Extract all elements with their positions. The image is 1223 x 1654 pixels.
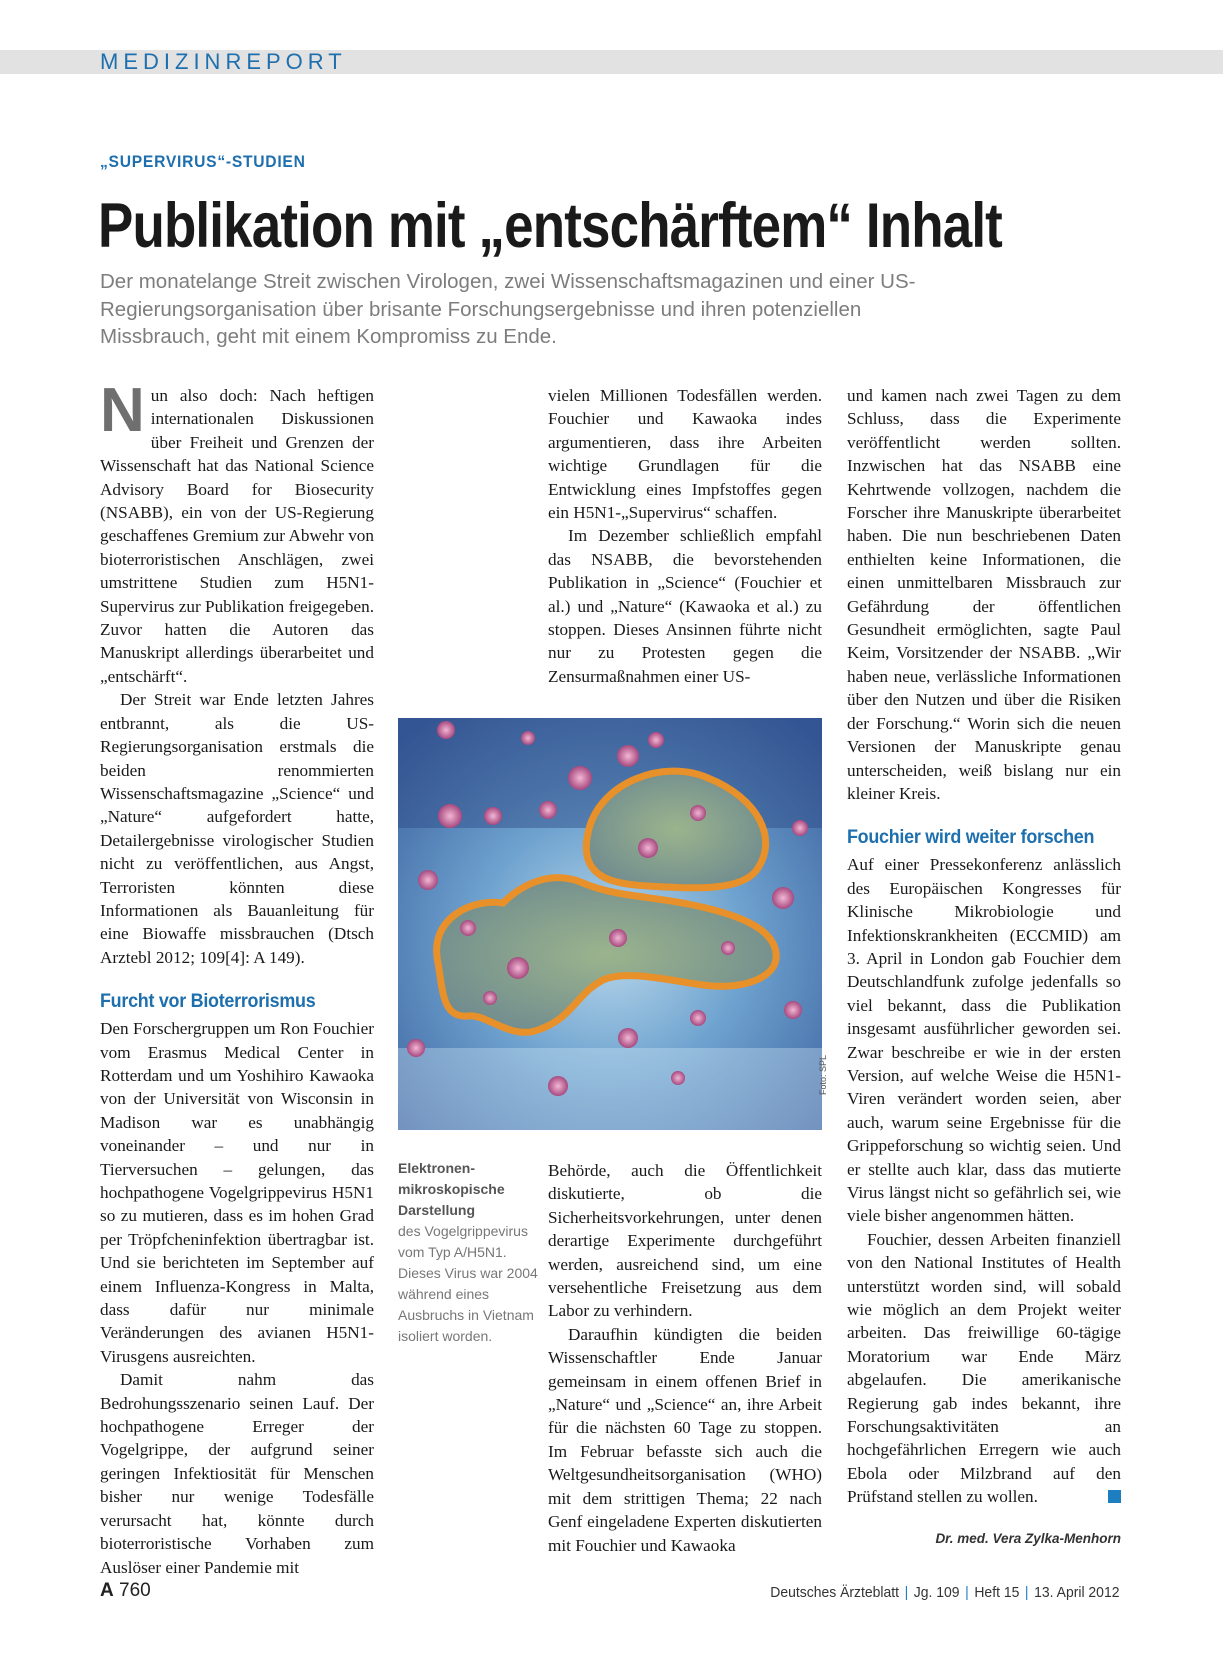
paragraph: Der Streit war Ende letzten Jahres entbrannt, als die US-Regierungsorganisation erstmals die beiden renommierten Wissenschaftsmagazine „Science“ und „Nature“ aufgefordert hatte, Detailergebnisse virologischer Studien nicht zu veröffentlichen, aus Angst, Terroristen könnten diese Informationen als Bauanleitung für eine Biowaffe missbrauchen (Dtsch Arztebl 2012; 109[4]: A 149). (100, 690, 374, 967)
paragraph-text: Fouchier, dessen Arbeiten finanziell von den National Institutes of Health unterstützt worden sind, will sobald wie möglich an dem Projekt weiter arbeiten. Das freiwillige 60-tägige Moratorium war Ende März abgelaufen. Die amerikanische Regierung gab indes bekannt, ihre Forschungsaktivitäten an hochgefährlichen Erregern wie auch Ebola oder Milzbrand auf den Prüfstand stellen zu wollen. (847, 1229, 1121, 1507)
page-number (100, 1580, 151, 1602)
column-3 (847, 384, 1121, 1509)
journal-volume: Jg. 109 (913, 1584, 960, 1601)
footer-separator: | (1024, 1584, 1029, 1601)
author-byline: Dr. med. Vera Zylka-Menhorn (935, 1531, 1121, 1546)
column-2-bottom (548, 1159, 822, 1557)
paragraph: und kamen nach zwei Tagen zu dem Schluss, dass die Experimente veröffentlicht werden sollten. Inzwischen hat das NSABB eine Kehrtwende vollzogen, nachdem die Forscher ihre Manuskripte überarbeitet haben. Die nun beschriebenen Daten enthielten keine Informationen, die einen unmittelbaren Missbrauch zur Gefährdung der öffentlichen Gesundheit ermöglichten, sagte Paul Keim, Vorsitzender der NSABB. „Wir haben neue, verlässliche Informationen über den Nutzen und über die Risiken der Forschung.“ Worin sich die neuen Versionen der Manuskripte genau unterscheiden, weiß bislang nur ein kleiner Kreis. (847, 386, 1121, 803)
kicker: „SUPERVIRUS“-STUDIEN (100, 152, 306, 171)
virus-micrograph-image (398, 718, 822, 1130)
end-square-icon (1108, 1490, 1121, 1503)
paragraph: Auf einer Pressekonferenz anlässlich des Europäischen Kongresses für Klinische Mikrobiologie und Infektionskrankheiten (ECCMID) am 3. April in London gab Fouchier dem Deutschlandfunk zufolge jedenfalls so viel bekannt, dass die Publikation insgesamt ausführlicher geworden sei. Zwar beschreibe er wie in der ersten Version, auf welche Weise die H5N1-Viren verändert worden seien, aber auch, warum seine Ergebnisse für die Grippeforschung so wichtig seien. Und er stellte auch klar, dass das mutierte Virus längst nicht so gefährlich sei, wie viele bisher angenommen hätten. (847, 855, 1121, 1226)
lead-text: Der monatelange Streit zwischen Virologen, zwei Wissenschaftsmagazinen und einer US-Regierungsorganisation über brisante Forschungsergebnisse und ihren potenziellen Missbrauch, geht mit einem Kompromiss zu Ende. (100, 270, 916, 348)
figure-caption (398, 1158, 538, 1347)
column-2-top (548, 384, 822, 688)
caption-text: des Vogelgrippevirus vom Typ A/H5N1. Dieses Virus war 2004 während eines Ausbruchs in Vietnam isoliert worden. (398, 1223, 538, 1344)
footer-separator: | (904, 1584, 908, 1601)
page-prefix: A (100, 1580, 114, 1601)
paragraph: Damit nahm das Bedrohungsszenario seinen Lauf. Der hochpathogene Erreger der Vogelgrippe, der aufgrund seiner geringen Infektiosität für Menschen bisher nur wenige Todesfälle verursacht hat, könnte durch bioterroristische Vorhaben zum Auslöser einer Pandemie mit (100, 1370, 374, 1577)
paragraph (847, 1228, 1121, 1509)
subheading-bioterrorism: Furcht vor Bioterrorismus (100, 990, 316, 1013)
paragraph-text: un also doch: Nach heftigen internationalen Diskussionen über Freiheit und Grenzen der Wissenschaft hat das National Science Advisory Board for Biosecurity (NSABB), ein von der US-Regierung geschaffenes Gremium zur Abwehr von bioterroristischen Anschlägen, zwei umstrittene Studien zum H5N1-Supervirus zur Publikation freigegeben. Zuvor hatten die Autoren das Manuskript allerdings überarbeitet und „entschärft“. (100, 386, 374, 686)
section-label: MEDIZINREPORT (100, 49, 347, 74)
footer-separator: | (964, 1584, 969, 1601)
column-1 (100, 376, 374, 1579)
caption-title: Elektronen- mikroskopische Darstellung (398, 1160, 505, 1218)
journal-footer (770, 1584, 1119, 1601)
paragraph: Den Forschergruppen um Ron Fouchier vom Erasmus Medical Center in Rotterdam und um Yoshihiro Kawaoka von der Universität von Wisconsin in Madison war es unabhängig voneinander – und nur in Tierversuchen – gelungen, das hochpathogene Vogelgrippevirus H5N1 so zu mutieren, dass es im hohen Grad per Tröpfcheninfektion übertragbar ist. Und sie berichteten im September auf einem Influenza-Kongress in Malta, dass dafür nur minimale Veränderungen des avianen H5N1-Virusgens ausreichten. (100, 1019, 374, 1366)
headline: Publikation mit „entschärftem“ Inhalt (98, 191, 1002, 261)
drop-cap: N (100, 376, 145, 445)
journal-date: 13. April 2012 (1033, 1584, 1119, 1601)
paragraph: vielen Millionen Todesfällen werden. Fouchier und Kawaoka indes argumentieren, dass ihre Arbeiten wichtige Grundlagen für die Entwicklung eines Impfstoffes gegen ein H5N1-„Supervirus“ schaffen. (548, 386, 822, 523)
journal-name: Deutsches Ärzteblatt (769, 1584, 899, 1601)
page-number-value: 760 (119, 1580, 151, 1601)
paragraph: Im Dezember schließlich empfahl das NSABB, die bevorstehenden Publikation in „Science“ (Fouchier et al.) und „Nature“ (Kawaoka et al.) zu stoppen. Dieses Ansinnen führte nicht nur zu Protesten gegen die Zensurmaßnahmen einer US- (548, 526, 822, 686)
paragraph: Behörde, auch die Öffentlichkeit diskutierte, ob die Sicherheitsvorkehrungen, unter denen derartige Experimente durchgeführt werden, ausreichend sind, um eine versehentliche Freisetzung aus dem Labor zu verhindern. (548, 1161, 822, 1321)
paragraph: Daraufhin kündigten die beiden Wissenschaftler Ende Januar gemeinsam in einem offenen Brief in „Nature“ und „Science“ an, ihre Arbeit für die nächsten 60 Tage zu stoppen. Im Februar befasste sich auch die Weltgesundheitsorganisation (WHO) mit dem strittigen Thema; 22 nach Genf eingeladene Experten diskutierten mit Fouchier und Kawaoka (548, 1324, 822, 1555)
paragraph (100, 376, 374, 688)
journal-issue: Heft 15 (973, 1584, 1019, 1601)
micrograph-illustration (398, 718, 822, 1130)
subheading-fouchier: Fouchier wird weiter forschen (847, 826, 1095, 849)
photo-credit: Foto: SPL (818, 1054, 828, 1095)
